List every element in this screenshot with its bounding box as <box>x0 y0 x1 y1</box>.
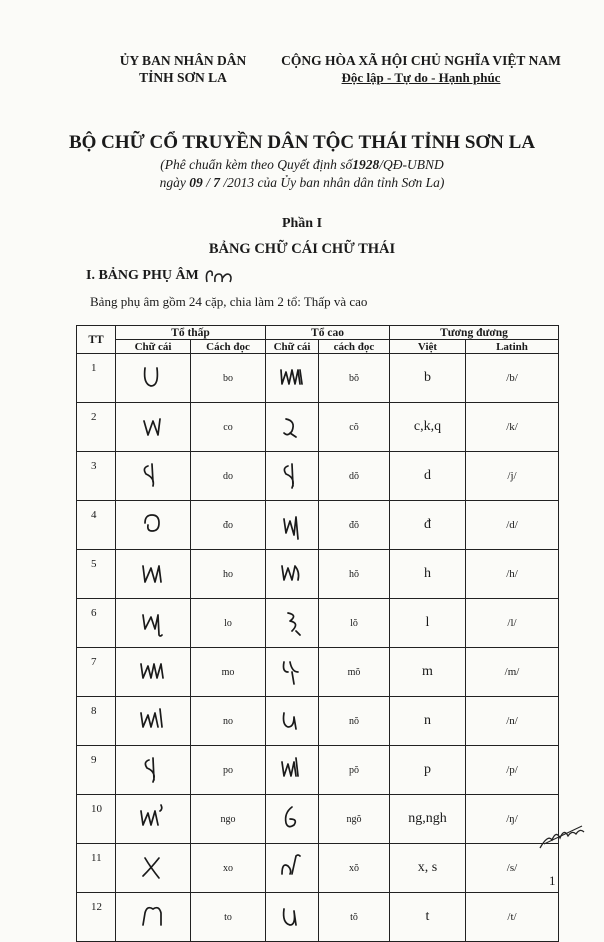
high-reading-cell: lŏ <box>319 599 390 648</box>
date-suffix: /2013 của Ủy ban nhân dân tỉnh Sơn La) <box>223 175 445 190</box>
viet-equivalent-cell: t <box>390 893 466 942</box>
latin-equivalent-cell: /ŋ/ <box>466 795 559 844</box>
high-letter-cell <box>266 599 319 648</box>
low-letter-cell <box>116 746 191 795</box>
high-letter-cell <box>266 550 319 599</box>
low-letter-cell <box>116 550 191 599</box>
viet-equivalent-cell: h <box>390 550 466 599</box>
low-reading-cell: xo <box>191 844 266 893</box>
thai-high-letter-glyph-icon <box>278 607 306 639</box>
thai-low-letter-glyph-icon <box>139 754 167 786</box>
table-row <box>77 452 559 501</box>
high-letter-cell <box>266 893 319 942</box>
thai-script-heading-glyph-icon <box>203 266 235 286</box>
high-reading-cell: ngŏ <box>319 795 390 844</box>
low-letter-cell <box>116 501 191 550</box>
low-reading-cell: bo <box>191 354 266 403</box>
decision-number: 1928 <box>352 157 380 172</box>
thai-low-letter-glyph-icon <box>139 852 167 884</box>
latin-header: Latinh <box>466 340 559 354</box>
viet-equivalent-cell: đ <box>390 501 466 550</box>
high-letter-cell <box>266 746 319 795</box>
viet-equivalent-cell: p <box>390 746 466 795</box>
low-letter-cell <box>116 403 191 452</box>
subtitle-line-1 <box>0 156 604 174</box>
high-letter-cell <box>266 354 319 403</box>
table-row <box>77 844 559 893</box>
viet-equivalent-cell: d <box>390 452 466 501</box>
date-day: 09 <box>189 175 203 190</box>
row-number: 12 <box>77 893 116 942</box>
low-reading-cell: po <box>191 746 266 795</box>
table-row <box>77 893 559 942</box>
latin-equivalent-cell: /d/ <box>466 501 559 550</box>
consonant-table <box>76 325 559 942</box>
high-reading-cell: hŏ <box>319 550 390 599</box>
table-row <box>77 697 559 746</box>
row-number: 7 <box>77 648 116 697</box>
high-reading-cell: cŏ <box>319 403 390 452</box>
table-row <box>77 795 559 844</box>
part-heading: Phần I <box>281 216 323 231</box>
authority-line-1: ỦY BAN NHÂN DÂN <box>119 53 247 68</box>
high-letter-cell <box>266 403 319 452</box>
latin-equivalent-cell: /j/ <box>466 452 559 501</box>
high-letter-cell <box>266 697 319 746</box>
low-reading-cell: lo <box>191 599 266 648</box>
high-reading-cell: dŏ <box>319 452 390 501</box>
thai-high-letter-glyph-icon <box>278 852 306 884</box>
high-letter-cell <box>266 452 319 501</box>
latin-equivalent-cell: /l/ <box>466 599 559 648</box>
equivalent-group-header: Tương đương <box>390 326 559 340</box>
low-reading-cell: do <box>191 452 266 501</box>
table-row <box>77 354 559 403</box>
low-letter-cell <box>116 844 191 893</box>
high-letter-cell <box>266 501 319 550</box>
row-number: 4 <box>77 501 116 550</box>
thai-low-letter-glyph-icon <box>139 460 167 492</box>
table-row <box>77 746 559 795</box>
document-title: BỘ CHỮ CỔ TRUYỀN DÂN TỘC THÁI TỈNH SƠN LA <box>68 132 536 153</box>
handwritten-initials-icon <box>538 822 588 852</box>
thai-high-letter-glyph-icon <box>278 362 306 394</box>
low-reading-header: Cách đọc <box>191 340 266 354</box>
high-reading-cell: đŏ <box>319 501 390 550</box>
low-reading-cell: ho <box>191 550 266 599</box>
table-description: Bảng phụ âm gồm 24 cặp, chia làm 2 tổ: Thấp và cao <box>90 294 368 309</box>
low-letter-cell <box>116 795 191 844</box>
low-reading-cell: đo <box>191 501 266 550</box>
high-reading-cell: nŏ <box>319 697 390 746</box>
national-heading <box>276 52 566 86</box>
row-number: 11 <box>77 844 116 893</box>
row-number: 5 <box>77 550 116 599</box>
high-letter-cell <box>266 795 319 844</box>
low-letter-header: Chữ cái <box>116 340 191 354</box>
row-number: 9 <box>77 746 116 795</box>
low-reading-cell: co <box>191 403 266 452</box>
latin-equivalent-cell: /b/ <box>466 354 559 403</box>
thai-low-letter-glyph-icon <box>139 558 167 590</box>
high-reading-header: cách đọc <box>319 340 390 354</box>
high-letter-cell <box>266 844 319 893</box>
thai-low-letter-glyph-icon <box>139 411 167 443</box>
viet-equivalent-cell: l <box>390 599 466 648</box>
high-reading-cell: pŏ <box>319 746 390 795</box>
table-row <box>77 648 559 697</box>
part-title: BẢNG CHỮ CÁI CHỮ THÁI <box>208 241 396 257</box>
low-reading-cell: no <box>191 697 266 746</box>
low-group-header: Tổ thấp <box>116 326 266 340</box>
thai-high-letter-glyph-icon <box>278 558 306 590</box>
date-month: 7 <box>213 175 221 190</box>
high-reading-cell: bŏ <box>319 354 390 403</box>
row-number: 3 <box>77 452 116 501</box>
thai-low-letter-glyph-icon <box>139 362 167 394</box>
subtitle-line-2: ngày 09 / 7 /2013 của Ủy ban nhân dân tỉnh Sơn La) <box>159 175 445 190</box>
row-number: 8 <box>77 697 116 746</box>
row-number: 6 <box>77 599 116 648</box>
thai-low-letter-glyph-icon <box>139 656 167 688</box>
row-number: 10 <box>77 795 116 844</box>
table-row <box>77 501 559 550</box>
viet-header: Việt <box>390 340 466 354</box>
thai-low-letter-glyph-icon <box>139 705 167 737</box>
thai-high-letter-glyph-icon <box>278 460 306 492</box>
section-title: I. BẢNG PHỤ ÂM <box>86 268 199 283</box>
thai-high-letter-glyph-icon <box>278 411 306 443</box>
table-row <box>77 599 559 648</box>
low-letter-cell <box>116 452 191 501</box>
authority-line-2: TỈNH SƠN LA <box>139 70 227 85</box>
national-title: CỘNG HÒA XÃ HỘI CHỦ NGHĨA VIỆT NAM <box>281 53 561 68</box>
high-letter-cell <box>266 648 319 697</box>
document-subtitle <box>0 156 604 192</box>
latin-equivalent-cell: /m/ <box>466 648 559 697</box>
high-reading-cell: mŏ <box>319 648 390 697</box>
thai-high-letter-glyph-icon <box>278 656 306 688</box>
issuing-authority <box>108 52 258 86</box>
low-letter-cell <box>116 893 191 942</box>
subtitle-prefix: (Phê chuẩn kèm theo Quyết định số <box>160 157 353 172</box>
latin-equivalent-cell: /t/ <box>466 893 559 942</box>
thai-high-letter-glyph-icon <box>278 803 306 835</box>
thai-low-letter-glyph-icon <box>139 509 167 541</box>
section-heading <box>86 266 235 286</box>
row-number: 2 <box>77 403 116 452</box>
latin-equivalent-cell: /h/ <box>466 550 559 599</box>
low-letter-cell <box>116 354 191 403</box>
thai-high-letter-glyph-icon <box>278 901 306 933</box>
low-reading-cell: to <box>191 893 266 942</box>
high-group-header: Tổ cao <box>266 326 390 340</box>
thai-low-letter-glyph-icon <box>139 607 167 639</box>
page-number: 1 <box>549 873 556 888</box>
thai-low-letter-glyph-icon <box>139 901 167 933</box>
high-reading-cell: xŏ <box>319 844 390 893</box>
viet-equivalent-cell: n <box>390 697 466 746</box>
latin-equivalent-cell: /n/ <box>466 697 559 746</box>
table-row <box>77 403 559 452</box>
row-number: 1 <box>77 354 116 403</box>
latin-equivalent-cell: /k/ <box>466 403 559 452</box>
national-motto: Độc lập - Tự do - Hạnh phúc <box>341 70 501 85</box>
viet-equivalent-cell: c,k,q <box>390 403 466 452</box>
viet-equivalent-cell: x, s <box>390 844 466 893</box>
thai-high-letter-glyph-icon <box>278 754 306 786</box>
low-reading-cell: ngo <box>191 795 266 844</box>
thai-low-letter-glyph-icon <box>139 803 167 835</box>
low-reading-cell: mo <box>191 648 266 697</box>
date-prefix: ngày <box>159 175 186 190</box>
low-letter-cell <box>116 697 191 746</box>
latin-equivalent-cell: /p/ <box>466 746 559 795</box>
viet-equivalent-cell: ng,ngh <box>390 795 466 844</box>
high-reading-cell: tŏ <box>319 893 390 942</box>
viet-equivalent-cell: m <box>390 648 466 697</box>
viet-equivalent-cell: b <box>390 354 466 403</box>
thai-high-letter-glyph-icon <box>278 705 306 737</box>
table-row <box>77 550 559 599</box>
low-letter-cell <box>116 599 191 648</box>
thai-high-letter-glyph-icon <box>278 509 306 541</box>
latin-equivalent-cell: /s/ <box>466 844 559 893</box>
high-letter-header: Chữ cái <box>266 340 319 354</box>
subtitle-suffix: /QĐ-UBND <box>379 157 444 172</box>
low-letter-cell <box>116 648 191 697</box>
col-tt-header: TT <box>77 326 116 354</box>
